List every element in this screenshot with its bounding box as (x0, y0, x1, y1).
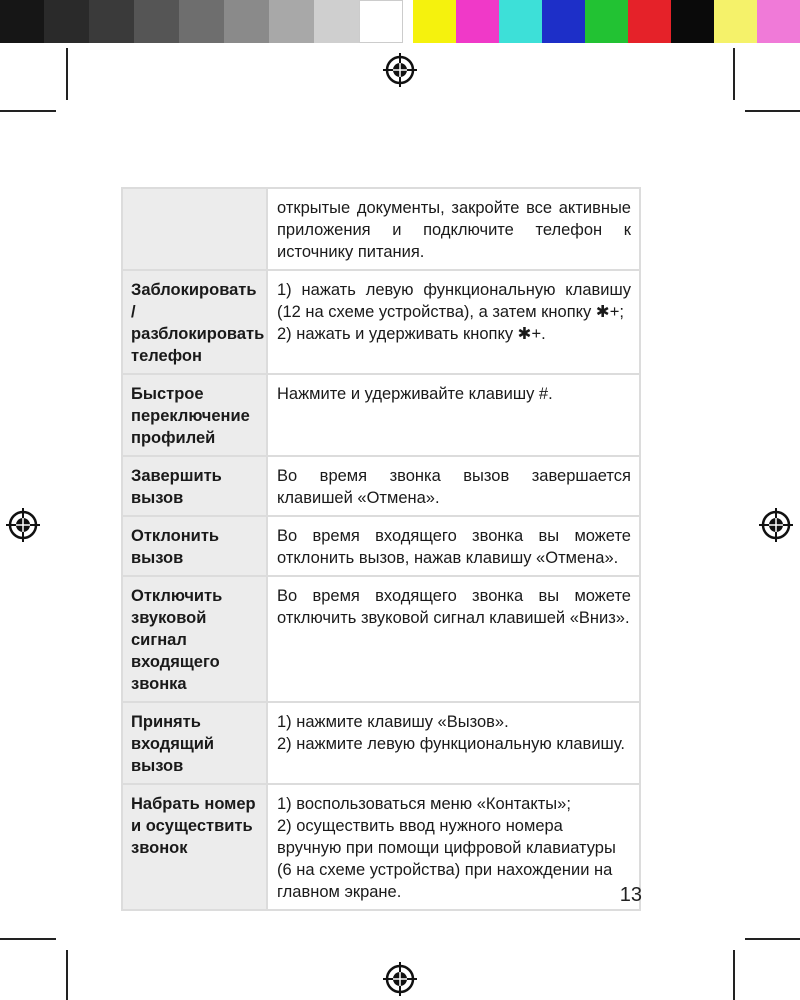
registration-mark-left-icon (6, 508, 40, 542)
crop-mark-bottom-right-h (745, 938, 800, 940)
crop-mark-top-left-h (0, 110, 56, 112)
color-swatch (757, 0, 800, 43)
gray-swatch (89, 0, 134, 43)
crop-mark-top-right-h (745, 110, 800, 112)
gray-swatch (314, 0, 359, 43)
color-calibration-bar (0, 0, 800, 43)
gray-swatch (134, 0, 179, 43)
action-cell: Набрать номер и осуществить звонок (122, 784, 267, 910)
action-cell: Заблокировать /разблокировать телефон (122, 270, 267, 374)
functions-table (121, 187, 641, 911)
color-swatch (542, 0, 585, 43)
action-cell: Быстрое переключение профилей (122, 374, 267, 456)
page-number: 13 (619, 884, 642, 906)
swatch-gap (403, 0, 413, 43)
color-swatch (628, 0, 671, 43)
registration-mark-right-icon (759, 508, 793, 542)
gray-swatch (269, 0, 314, 43)
crop-mark-bottom-left (66, 950, 68, 1000)
description-cell: Во время входящего звонка вы можете отклонить вызов, нажав клавишу «Отмена». (267, 516, 640, 576)
gray-swatch (44, 0, 89, 43)
action-cell: Завершить вызов (122, 456, 267, 516)
description-cell: 1) нажать левую функциональную клавишу (12 на схеме устройства), а затем кнопку ✱+; 2) нажать и удерживать кнопку ✱+. (267, 270, 640, 374)
registration-mark-bottom-icon (383, 962, 417, 996)
table-row (122, 576, 640, 702)
gray-swatch (0, 0, 44, 43)
gray-swatch (224, 0, 269, 43)
table-row (122, 270, 640, 374)
table-row (122, 374, 640, 456)
registration-mark-top-icon (383, 53, 417, 87)
description-cell: Во время звонка вызов завершается клавишей «Отмена». (267, 456, 640, 516)
description-cell: Нажмите и удерживайте клавишу #. (267, 374, 640, 456)
table-row (122, 516, 640, 576)
description-cell: Во время входящего звонка вы можете отключить звуковой сигнал клавишей «Вниз». (267, 576, 640, 702)
crop-mark-top-right (733, 48, 735, 100)
crop-mark-bottom-left-h (0, 938, 56, 940)
action-cell: Отклонить вызов (122, 516, 267, 576)
color-swatch (714, 0, 757, 43)
color-swatch (499, 0, 542, 43)
crop-mark-top-left (66, 48, 68, 100)
color-swatch (585, 0, 628, 43)
color-swatch (456, 0, 499, 43)
description-cell: открытые документы, закройте все активные приложения и подключите телефон к источнику питания. (267, 188, 640, 270)
action-cell (122, 188, 267, 270)
table-row (122, 188, 640, 270)
table-row (122, 702, 640, 784)
color-swatch (671, 0, 714, 43)
action-cell: Отключить звуковой сигнал входящего звонка (122, 576, 267, 702)
table-row (122, 784, 640, 910)
action-cell: Принять входящий вызов (122, 702, 267, 784)
gray-swatch (179, 0, 224, 43)
gray-swatch (359, 0, 403, 43)
color-swatch (413, 0, 456, 43)
table-row (122, 456, 640, 516)
description-cell: 1) нажмите клавишу «Вызов». 2) нажмите левую функциональную клавишу. (267, 702, 640, 784)
crop-mark-bottom-right (733, 950, 735, 1000)
description-cell: 1) воспользоваться меню «Контакты»; 2) осуществить ввод нужного номера вручную при помощи цифровой клавиатуры (6 на схеме устройства) при нахождении на главном экране. (267, 784, 640, 910)
